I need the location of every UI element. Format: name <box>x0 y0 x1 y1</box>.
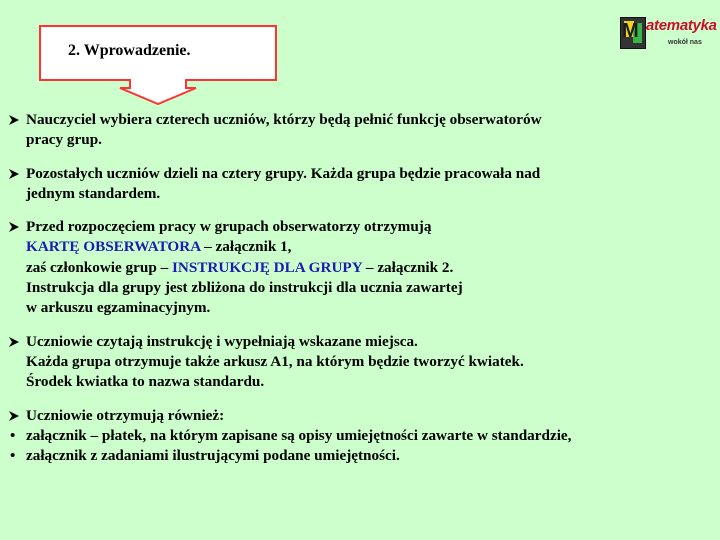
logo-text: atematyka <box>646 17 717 34</box>
list-item <box>8 164 708 205</box>
item-line: Instrukcja dla grupy jest zbliżona do instrukcji dla ucznia zawartej <box>26 279 463 297</box>
list-item <box>8 332 708 393</box>
logo-subtext: wokół nas <box>668 39 702 46</box>
logo-mark-icon: M <box>620 17 646 49</box>
observer-card-highlight: KARTĘ OBSERWATORA <box>26 238 201 256</box>
list-item <box>8 217 708 318</box>
item-line: Nauczyciel wybiera czterech uczniów, którzy będą pełnić funkcję obserwatorów <box>26 111 542 128</box>
item-line: jednym standardem. <box>26 184 161 202</box>
arrow-bullet-icon <box>8 336 20 348</box>
item-line: Uczniowie czytają instrukcję i wypełniają wskazane miejsca. <box>26 332 418 350</box>
sub-list-item <box>8 426 708 446</box>
list-item <box>8 110 708 151</box>
item-line <box>26 258 708 278</box>
item-line: Pozostałych uczniów dzieli na cztery grupy. Każda grupa będzie pracowała nad <box>26 164 541 182</box>
logo <box>620 14 717 52</box>
dot-bullet-icon: • <box>10 447 16 465</box>
sub-item-text: załącznik – płatek, na którym zapisane są opisy umiejętności zawarte w standardzie, <box>26 426 572 444</box>
content-list <box>8 110 708 466</box>
item-text: – załącznik 2. <box>362 258 454 276</box>
list-item <box>8 406 708 426</box>
arrow-bullet-icon <box>8 410 20 422</box>
item-line: pracy grup. <box>26 131 102 149</box>
sub-list-item <box>8 446 708 466</box>
arrow-bullet-icon <box>8 168 20 180</box>
title-callout <box>0 0 720 110</box>
item-line: w arkuszu egzaminacyjnym. <box>26 299 211 317</box>
item-text: zaś członkowie grup – <box>26 258 172 276</box>
page-title: 2. Wprowadzenie. <box>68 42 191 59</box>
sub-item-text: załącznik z zadaniami ilustrującymi podane umiejętności. <box>26 447 400 465</box>
item-line: Uczniowie otrzymują również: <box>26 406 225 424</box>
item-line: Każda grupa otrzymuje także arkusz A1, na którym będzie tworzyć kwiatek. <box>26 352 524 370</box>
dot-bullet-icon: • <box>10 426 16 444</box>
item-line: Przed rozpoczęciem pracy w grupach obserwatorzy otrzymują <box>26 218 432 236</box>
item-line <box>26 237 708 257</box>
arrow-bullet-icon <box>8 114 20 126</box>
item-line: Środek kwiatka to nazwa standardu. <box>26 373 265 391</box>
group-instruction-highlight: INSTRUKCJĘ DLA GRUPY <box>171 258 363 276</box>
arrow-bullet-icon <box>8 221 20 233</box>
item-text: – załącznik 1, <box>200 238 292 256</box>
